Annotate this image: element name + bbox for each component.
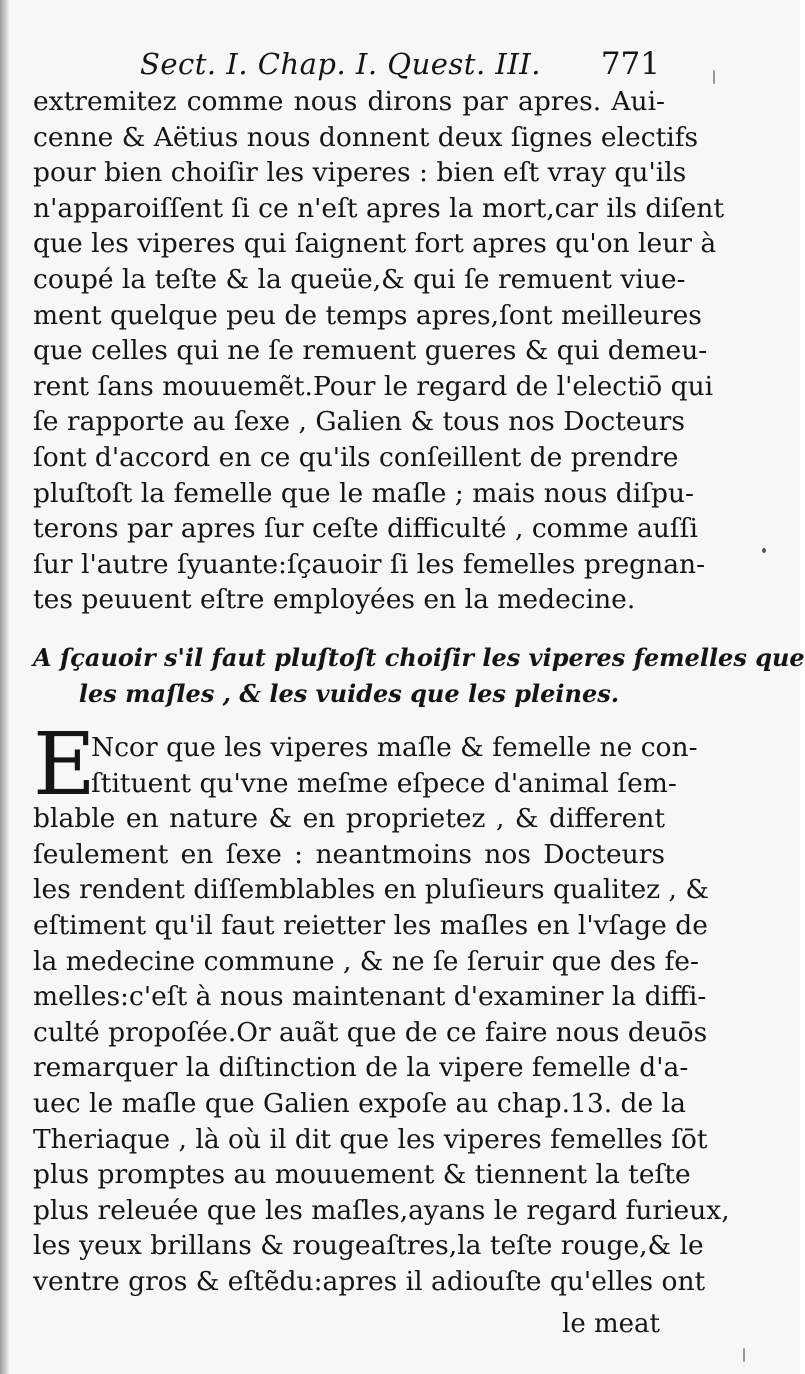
text-line: ventre gros & eſtẽdu:apres il adiouſte qu'elles ont (33, 1265, 706, 1297)
text-line: plus promptes au mouuement & tiennent la teſte (33, 1159, 691, 1191)
text-line: la medecine commune , & ne ſe ſeruir que des fe- (33, 945, 699, 977)
text-line: coupé la teſte & la queüe,& qui ſe remuent viue- (33, 263, 686, 295)
subheading-line: les maſles , & les vuides que les pleines. (78, 679, 620, 708)
text-line: ſtituent qu'vne meſme eſpece d'animal ſem- (91, 767, 677, 799)
text-line: ment quelque peu de temps apres,ſont meilleures (33, 299, 702, 331)
text-line: ſe rapporte au ſexe , Galien & tous nos Docteurs (33, 406, 685, 438)
ink-speck (762, 548, 766, 553)
text-line: ſeulement en ſexe : neantmoins nos Docteurs (33, 838, 665, 870)
text-line: que celles qui ne ſe remuent gueres & qui demeu- (33, 335, 708, 367)
text-line: blable en nature & en proprietez , & different (33, 803, 665, 835)
text-line: ſur l'autre ſyuante:ſçauoir ſi les femelles pregnan- (33, 548, 706, 580)
text-line: culté propoſée.Or auãt que de ce faire nous deuōs (33, 1016, 708, 1048)
drop-capital: E (33, 715, 96, 815)
text-line: les rendent diſſemblables en pluſieurs qualitez , & (33, 874, 709, 906)
catchword: le meat (562, 1309, 660, 1339)
page-number: 771 (600, 46, 660, 82)
text-line: Ncor que les viperes maſle & femelle ne con- (91, 732, 698, 763)
text-line: cenne & Aëtius nous donnent deux ſignes electifs (33, 121, 699, 153)
gutter-shadow (0, 0, 10, 1374)
text-line: Theriaque , là où il dit que les viperes femelles ſōt (33, 1123, 708, 1155)
text-line: tes peuuent eſtre employées en la medecine. (33, 584, 636, 616)
text-line: les yeux brillans & rougeaſtres,la teſte rouge,& le (33, 1230, 704, 1262)
text-line: eſtiment qu'il faut reietter les maſles en l'vſage de (33, 909, 708, 941)
text-line: que les viperes qui ſaignent fort apres qu'on leur à (33, 228, 717, 260)
text-line: uec le maſle que Galien expoſe au chap.13. de la (33, 1087, 686, 1119)
text-line: remarquer la diſtinction de la vipere femelle d'a- (33, 1052, 689, 1084)
text-line: plus releuée que les maſles,ayans le regard furieux, (33, 1194, 730, 1226)
text-line: terons par apres ſur ceſte difficulté , comme auſſi (33, 513, 698, 545)
paragraph-2 (33, 730, 730, 1300)
section-subheading (33, 640, 805, 712)
text-line: extremitez comme nous dirons par apres. Aui- (33, 86, 665, 117)
text-line: melles:c'eſt à nous maintenant d'examiner la diffi- (33, 981, 707, 1013)
running-title: Sect. I. Chap. I. Quest. III. (140, 47, 541, 81)
text-line: ſont d'accord en ce qu'ils conſeillent de prendre (33, 441, 679, 473)
ink-speck (713, 70, 715, 84)
text-line: rent ſans mouuemẽt.Pour le regard de l'electiō qui (33, 370, 714, 402)
text-line: pour bien choiſir les viperes : bien eſt vray qu'ils (33, 157, 687, 189)
page-header (140, 42, 660, 86)
text-line: n'apparoiſſent ſi ce n'eſt apres la mort,car ils diſent (33, 192, 724, 224)
text-line: pluſtoſt la femelle que le maſle ; mais nous diſpu- (33, 477, 695, 509)
ink-speck (743, 1348, 745, 1362)
subheading-line: A ſçauoir s'il faut pluſtoſt choiſir les viperes femelles que (33, 643, 805, 672)
paragraph-1 (33, 84, 724, 618)
